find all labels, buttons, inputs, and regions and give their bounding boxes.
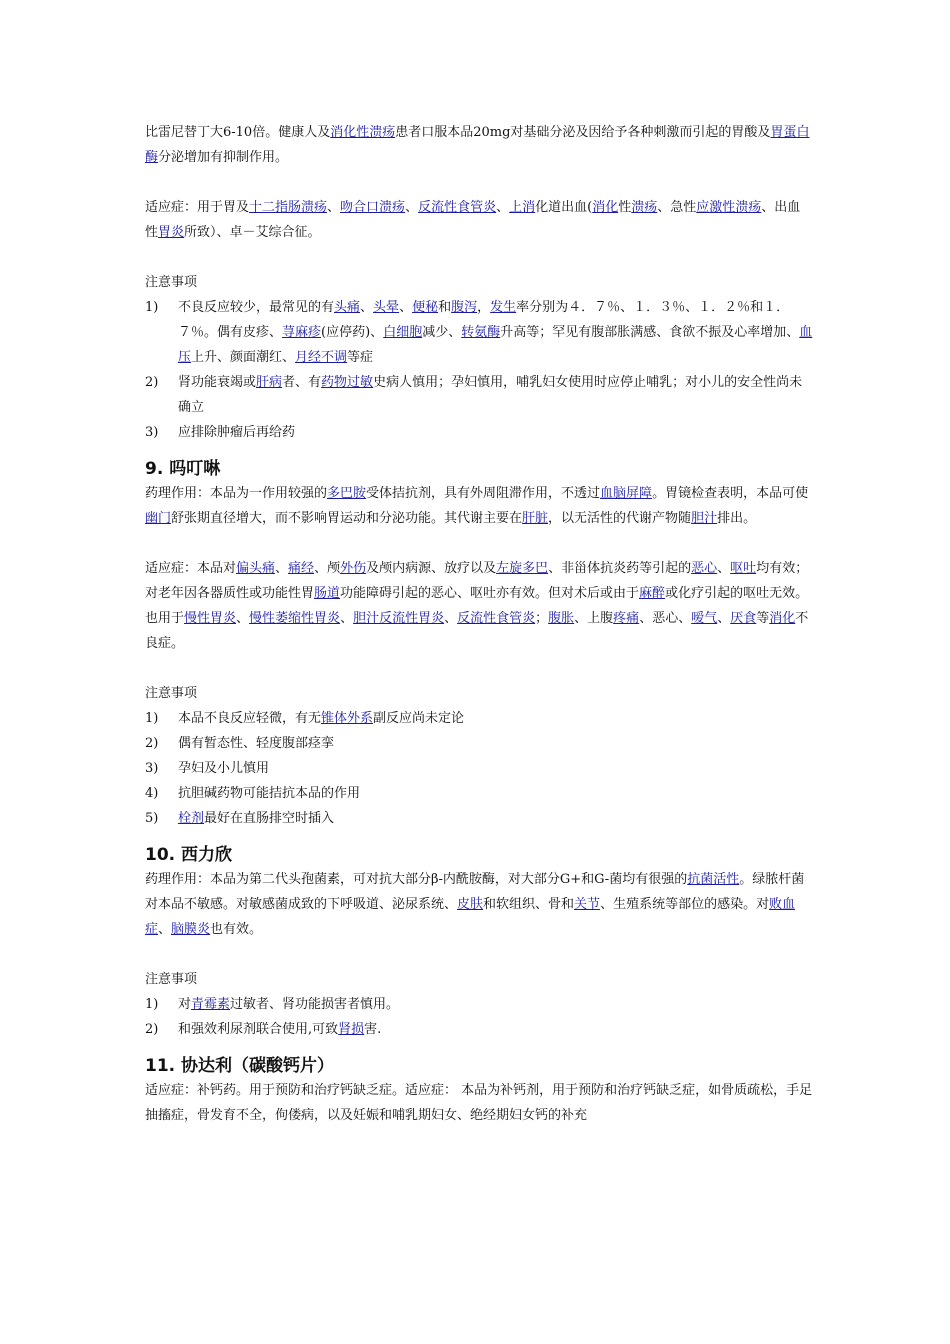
text-run: 肾功能衰竭或 bbox=[178, 375, 257, 390]
term-link[interactable]: 头晕 bbox=[373, 300, 400, 315]
term-link[interactable]: 痛经 bbox=[288, 561, 315, 576]
text-run: 率分别为４．７％、１．３％、１．２％和１．７％。偶有皮疹、 bbox=[178, 300, 790, 340]
term-link[interactable]: 嗳气 bbox=[691, 611, 718, 626]
text-run: 、上腹 bbox=[574, 611, 614, 626]
text-run: 和软组织、骨和 bbox=[483, 897, 575, 912]
document-page bbox=[145, 120, 813, 1128]
term-link[interactable]: 腹胀 bbox=[548, 611, 575, 626]
text-run: 抗胆碱药物可能拮抗本品的作用 bbox=[178, 786, 361, 801]
list-item-text bbox=[178, 295, 813, 370]
text-run: 副反应尚未定论 bbox=[373, 711, 465, 726]
text-run: 比雷尼替丁大6-10倍。健康人及 bbox=[145, 125, 331, 140]
term-link[interactable]: 皮肤 bbox=[457, 897, 484, 912]
term-link[interactable]: 麻醉 bbox=[639, 586, 666, 601]
list-item-number: 3) bbox=[145, 425, 159, 440]
list-item-number: 1) bbox=[145, 711, 159, 726]
text-run: 和 bbox=[438, 300, 452, 315]
term-link[interactable]: 关节 bbox=[574, 897, 601, 912]
term-link[interactable]: 败血症 bbox=[145, 897, 796, 937]
list-item bbox=[145, 370, 813, 420]
text-run: 、 bbox=[327, 200, 341, 215]
list-item-text bbox=[178, 370, 813, 420]
term-link[interactable]: 厌食 bbox=[730, 611, 757, 626]
text-run: 本品不良反应轻微，有无 bbox=[178, 711, 322, 726]
term-link[interactable]: 胃炎 bbox=[158, 225, 185, 240]
notes-title: 注意事项 bbox=[145, 275, 198, 290]
term-link[interactable]: 肠道 bbox=[314, 586, 341, 601]
text-run: 舒张期直径增大，而不影响胃运动和分泌功能。其代谢主要在 bbox=[171, 511, 523, 526]
text-run: 均有效；对老年因各器质性或功能性胃 bbox=[145, 561, 809, 601]
list-item-text bbox=[178, 420, 813, 445]
text-run: 。胃镜检查表明，本品可使 bbox=[652, 486, 809, 501]
text-run: 及颅内病源、放疗以及 bbox=[366, 561, 497, 576]
term-link[interactable]: 胆汁反流性胃炎 bbox=[353, 611, 445, 626]
term-link[interactable]: 反流性食管炎 bbox=[418, 200, 497, 215]
text-run: 受体拮抗剂，具有外周阻滞作用，不透过 bbox=[366, 486, 601, 501]
text-run: 者、有 bbox=[282, 375, 322, 390]
text-run: 、 bbox=[444, 611, 458, 626]
text-run: 、 bbox=[717, 611, 731, 626]
term-link[interactable]: 消化 bbox=[592, 200, 619, 215]
list-item-text bbox=[178, 731, 813, 756]
term-link[interactable]: 月经不调 bbox=[295, 350, 348, 365]
section-9-notes-title: 注意事项 bbox=[145, 686, 198, 701]
list-item-text bbox=[178, 992, 813, 1017]
list-item-number: 3) bbox=[145, 761, 159, 776]
text-run: 害. bbox=[364, 1022, 382, 1037]
term-link[interactable]: 慢性胃炎 bbox=[184, 611, 237, 626]
term-link[interactable]: 疼痛 bbox=[613, 611, 640, 626]
section-11-indication bbox=[145, 1078, 813, 1128]
text-run: 、 bbox=[236, 611, 250, 626]
text-run: ， bbox=[477, 300, 491, 315]
section-10-notes-list bbox=[145, 992, 813, 1042]
text-run: 排出。 bbox=[717, 511, 757, 526]
list-item-number: 1) bbox=[145, 997, 159, 1012]
text-run: 、 bbox=[405, 200, 419, 215]
text-run: 、颅 bbox=[314, 561, 341, 576]
text-run: 不良症。 bbox=[145, 611, 809, 651]
term-link[interactable]: 左旋多巴 bbox=[496, 561, 549, 576]
text-run: 所致）、卓－艾综合征。 bbox=[184, 225, 321, 240]
list-item-number: 2) bbox=[145, 1022, 159, 1037]
text-run: 。绿脓杆菌对本品不敏感。对敏感菌成致的下呼吸道、泌尿系统、 bbox=[145, 872, 805, 912]
text-run: 适应症：补钙药。用于预防和治疗钙缺乏症。适应症： 本品为补钙剂，用于预防和治疗钙缺乏症，如骨质疏松，手足抽搐症，骨发育不全，佝偻病，以及妊娠和哺乳期妇女、绝经期妇女钙的补充 bbox=[145, 1083, 813, 1123]
list-item bbox=[145, 706, 813, 731]
list-item-number: 5) bbox=[145, 811, 159, 826]
term-link[interactable]: 幽门 bbox=[145, 511, 172, 526]
list-item bbox=[145, 295, 813, 370]
list-item-number: 2) bbox=[145, 375, 159, 390]
term-link[interactable]: 头痛 bbox=[334, 300, 361, 315]
text-run: 上升、颜面潮红、 bbox=[191, 350, 296, 365]
term-link[interactable]: 多巴胺 bbox=[327, 486, 367, 501]
text-run: 分泌增加有抑制作用。 bbox=[158, 150, 289, 165]
list-item bbox=[145, 756, 813, 781]
term-link[interactable]: 应激性溃疡 bbox=[696, 200, 762, 215]
term-link[interactable]: 外伤 bbox=[340, 561, 367, 576]
text-run: 、 bbox=[717, 561, 731, 576]
text-run: 、 bbox=[340, 611, 354, 626]
text-run: 患者口服本品20mg对基础分泌及因给予各种刺激而引起的胃酸及 bbox=[395, 125, 771, 140]
text-run: 药理作用：本品为一作用较强的 bbox=[145, 486, 328, 501]
term-link[interactable]: 上消 bbox=[509, 200, 536, 215]
text-run: ，以无活性的代谢产物随 bbox=[548, 511, 692, 526]
term-link[interactable]: 慢性萎缩性胃炎 bbox=[249, 611, 341, 626]
text-run: 减少、 bbox=[422, 325, 462, 340]
list-item-text bbox=[178, 756, 813, 781]
list-item-text bbox=[178, 806, 813, 831]
text-run: 孕妇及小儿慎用 bbox=[178, 761, 270, 776]
text-run: 也有效。 bbox=[210, 922, 263, 937]
term-link[interactable]: 胆汁 bbox=[691, 511, 718, 526]
text-run: 、 bbox=[496, 200, 510, 215]
term-link[interactable]: 抗菌活性 bbox=[687, 872, 740, 887]
text-run: 、恶心、 bbox=[639, 611, 692, 626]
text-run: 过敏者、肾功能损害者慎用。 bbox=[230, 997, 400, 1012]
section-11-heading: 11. 协达利（碳酸钙片） bbox=[145, 1056, 335, 1076]
list-item-text bbox=[178, 706, 813, 731]
list-item bbox=[145, 420, 813, 445]
term-link[interactable]: 胃蛋白酶 bbox=[145, 125, 810, 165]
text-run: 、 bbox=[360, 300, 374, 315]
term-link[interactable]: 栓剂 bbox=[178, 811, 205, 826]
term-link[interactable]: 溃疡 bbox=[631, 200, 658, 215]
term-link[interactable]: 药物过敏 bbox=[321, 375, 374, 390]
text-run: 或化疗引起的呕吐无效。也用于 bbox=[145, 586, 809, 626]
term-link[interactable]: 偏头痛 bbox=[236, 561, 276, 576]
term-link[interactable]: 消化 bbox=[769, 611, 796, 626]
term-link[interactable]: 脑膜炎 bbox=[171, 922, 211, 937]
text-run: 药理作用：本品为第二代头孢菌素，可对抗大部分β-内酰胺酶，对大部分G+和G-菌均有很强的 bbox=[145, 872, 688, 887]
text-run: 应排除肿瘤后再给药 bbox=[178, 425, 296, 440]
text-run: 、出血性 bbox=[145, 200, 801, 240]
text-run: 史病人慎用；孕妇慎用，哺乳妇女使用时应停止哺乳；对小儿的安全性尚未确立 bbox=[178, 375, 803, 415]
text-run: 不良反应较少，最常见的有 bbox=[178, 300, 335, 315]
intro-paragraph bbox=[145, 120, 813, 170]
term-link[interactable]: 呕吐 bbox=[730, 561, 757, 576]
term-link[interactable]: 白细胞 bbox=[383, 325, 423, 340]
term-link[interactable]: 发生 bbox=[490, 300, 517, 315]
term-link[interactable]: 腹泻 bbox=[451, 300, 478, 315]
text-run: 和强效利尿剂联合使用,可致 bbox=[178, 1022, 339, 1037]
section-9-heading: 9. 吗叮啉 bbox=[145, 459, 221, 479]
text-run: ； bbox=[535, 611, 549, 626]
text-run: 对 bbox=[178, 997, 192, 1012]
section-10-pharmacology bbox=[145, 867, 813, 942]
text-run: 、生殖系统等部位的感染。对 bbox=[600, 897, 770, 912]
text-run: 、 bbox=[275, 561, 289, 576]
section-10-heading: 10. 西力欣 bbox=[145, 845, 233, 865]
text-run: 等 bbox=[756, 611, 770, 626]
term-link[interactable]: 青霉素 bbox=[191, 997, 231, 1012]
text-run: 、 bbox=[158, 922, 172, 937]
term-link[interactable]: 消化性溃疡 bbox=[330, 125, 396, 140]
section-9-notes-list bbox=[145, 706, 813, 831]
term-link[interactable]: 荨麻疹 bbox=[282, 325, 322, 340]
list-item bbox=[145, 1017, 813, 1042]
term-link[interactable]: 恶心 bbox=[691, 561, 718, 576]
term-link[interactable]: 肾损 bbox=[338, 1022, 365, 1037]
text-run: 等症 bbox=[347, 350, 374, 365]
list-item bbox=[145, 992, 813, 1017]
list-item-text bbox=[178, 1017, 813, 1042]
text-run: 、急性 bbox=[657, 200, 697, 215]
text-run: 功能障碍引起的恶心、呕吐亦有效。但对术后或由于 bbox=[340, 586, 640, 601]
text-run: 升高等；罕见有腹部胀满感、食欲不振及心率增加、 bbox=[500, 325, 800, 340]
list-item-number: 1) bbox=[145, 300, 159, 315]
list-item bbox=[145, 731, 813, 756]
term-link[interactable]: 肝病 bbox=[256, 375, 283, 390]
notes-list bbox=[145, 295, 813, 445]
term-link[interactable]: 吻合口溃疡 bbox=[340, 200, 406, 215]
list-item-number: 4) bbox=[145, 786, 159, 801]
text-run: 适应症：本品对 bbox=[145, 561, 237, 576]
text-run: 化道出血( bbox=[535, 200, 593, 215]
indication-paragraph bbox=[145, 195, 813, 245]
term-link[interactable]: 十二指肠溃疡 bbox=[249, 200, 328, 215]
list-item-text bbox=[178, 781, 813, 806]
term-link[interactable]: 转氨酶 bbox=[461, 325, 501, 340]
term-link[interactable]: 反流性食管炎 bbox=[457, 611, 536, 626]
text-run: 、非甾体抗炎药等引起的 bbox=[548, 561, 692, 576]
section-9-pharmacology bbox=[145, 481, 813, 531]
term-link[interactable]: 便秘 bbox=[412, 300, 439, 315]
list-item-number: 2) bbox=[145, 736, 159, 751]
text-run: (应停药)、 bbox=[321, 325, 384, 340]
text-run: 最好在直肠排空时插入 bbox=[204, 811, 335, 826]
section-9-indication bbox=[145, 556, 813, 656]
text-run: 偶有暂态性、轻度腹部痉挛 bbox=[178, 736, 335, 751]
term-link[interactable]: 锥体外系 bbox=[321, 711, 374, 726]
term-link[interactable]: 血脑屏障 bbox=[600, 486, 653, 501]
section-10-notes-title: 注意事项 bbox=[145, 972, 198, 987]
text-run: 性 bbox=[618, 200, 632, 215]
term-link[interactable]: 肝脏 bbox=[522, 511, 549, 526]
text-run: 、 bbox=[399, 300, 413, 315]
list-item bbox=[145, 806, 813, 831]
list-item bbox=[145, 781, 813, 806]
term-link[interactable]: 血压 bbox=[178, 325, 813, 365]
text-run: 适应症：用于胃及 bbox=[145, 200, 250, 215]
